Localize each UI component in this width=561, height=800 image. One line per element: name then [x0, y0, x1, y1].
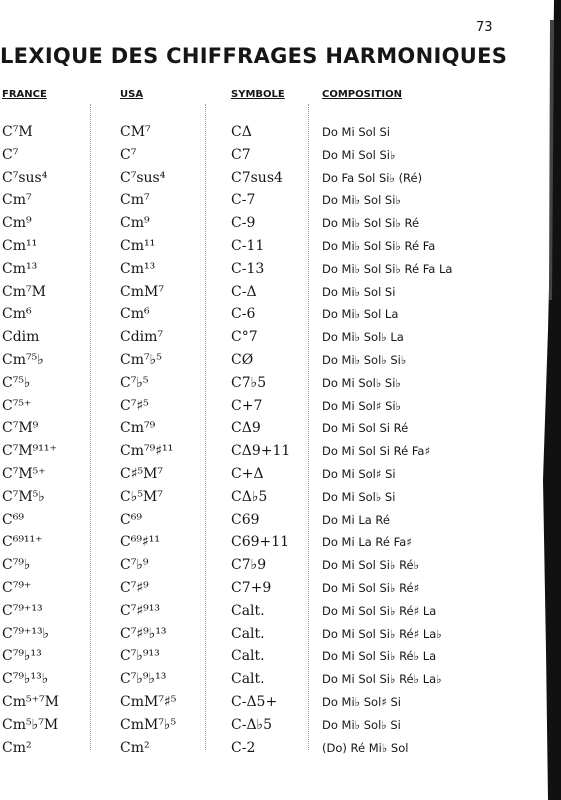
cell-usa: Cm⁶ [120, 306, 150, 323]
cell-symbole: CΔ♭5 [231, 488, 268, 505]
cell-symbole: Calt. [231, 625, 265, 642]
table-row [0, 555, 520, 578]
cell-usa: C⁶⁹ [120, 511, 142, 528]
cell-france: C⁶⁹¹¹⁺ [2, 534, 43, 551]
cell-usa: Cdim⁷ [120, 329, 164, 346]
table-row [0, 738, 520, 761]
cell-composition: Do Mi♭ Sol La [322, 307, 399, 322]
cell-france: C⁷⁹⁺ [2, 579, 32, 596]
header-symbole: SYMBOLE [231, 89, 285, 100]
cell-usa: C⁷♯⁹¹³ [120, 602, 160, 619]
cell-france: Cm⁷⁵♭ [2, 351, 44, 368]
cell-symbole: C69 [231, 511, 260, 528]
page-number: 73 [476, 20, 493, 35]
cell-usa: C⁷♯⁹♭¹³ [120, 625, 167, 642]
cell-symbole: C7sus4 [231, 169, 283, 186]
table-row [0, 190, 520, 213]
table-row [0, 168, 520, 191]
cell-symbole: C-Δ5+ [231, 693, 278, 710]
table-row [0, 624, 520, 647]
cell-france: C⁷⁹♭¹³♭ [2, 671, 49, 688]
table-row [0, 418, 520, 441]
cell-symbole: C-6 [231, 306, 256, 323]
cell-usa: C⁷♭⁹ [120, 557, 149, 574]
cell-symbole: C7 [231, 146, 251, 163]
cell-composition: Do Mi Sol♯ Si [322, 466, 396, 481]
cell-composition: Do Mi Sol Si♭ Ré♭ La [322, 649, 437, 664]
cell-composition: Do Mi♭ Sol Si♭ Ré Fa La [322, 261, 453, 276]
cell-symbole: C-Δ♭5 [231, 716, 273, 733]
cell-france: Cm⁵⁺⁷M [2, 693, 59, 710]
cell-usa: CM⁷ [120, 124, 151, 140]
cell-france: C⁷M⁹¹¹⁺ [2, 443, 57, 460]
cell-usa: Cm⁷ [120, 192, 150, 209]
cell-usa: CmM⁷♭⁵ [120, 716, 177, 733]
cell-symbole: Calt. [231, 648, 265, 665]
cell-usa: Cm⁷♭⁵ [120, 351, 162, 368]
table-row [0, 487, 520, 510]
cell-france: Cdim [2, 329, 40, 346]
table-row [0, 327, 520, 350]
cell-symbole: C7+9 [231, 579, 272, 596]
cell-symbole: C-9 [231, 215, 256, 232]
table-row [0, 259, 520, 282]
table-row [0, 646, 520, 669]
table-row [0, 715, 520, 738]
cell-france: C⁷M⁵⁺ [2, 465, 46, 482]
cell-composition: Do Fa Sol Si♭ (Ré) [322, 170, 423, 185]
cell-symbole: C-13 [231, 260, 265, 277]
table-row [0, 441, 520, 464]
cell-france: C⁷ [2, 146, 19, 163]
cell-composition: Do Mi Sol Si Ré [322, 421, 409, 436]
cell-composition: Do Mi Sol Si♭ Ré♯ La♭ [322, 626, 442, 641]
cell-composition: Do Mi La Ré [322, 512, 390, 527]
cell-france: C⁷sus⁴ [2, 169, 48, 186]
cell-usa: CmM⁷♯⁵ [120, 693, 177, 710]
cell-symbole: C°7 [231, 329, 258, 346]
cell-france: C⁷M⁹ [2, 420, 39, 437]
table-row [0, 601, 520, 624]
cell-composition: Do Mi Sol♯ Si♭ [322, 398, 401, 413]
table-row [0, 669, 520, 692]
table-row [0, 304, 520, 327]
header-composition: COMPOSITION [322, 89, 402, 100]
cell-france: Cm⁷M [2, 283, 46, 300]
cell-symbole: CΔ9+11 [231, 443, 291, 460]
cell-france: Cm⁵♭⁷M [2, 716, 59, 733]
cell-symbole: C+Δ [231, 465, 264, 482]
cell-symbole: Calt. [231, 602, 265, 619]
table-row [0, 373, 520, 396]
table-row [0, 122, 520, 145]
table-row [0, 350, 520, 373]
cell-france: C⁷⁹♭ [2, 557, 31, 574]
table-row [0, 145, 520, 168]
cell-usa: C⁷♯⁵ [120, 397, 149, 414]
cell-composition: Do Mi Sol Si♭ Ré♭ [322, 558, 420, 573]
cell-usa: Cm² [120, 739, 150, 756]
cell-symbole: C7♭9 [231, 557, 267, 574]
cell-france: C⁷⁹♭¹³ [2, 648, 42, 665]
cell-france: C⁷⁵⁺ [2, 397, 32, 414]
cell-france: C⁷M [2, 124, 33, 140]
cell-composition: Do Mi♭ Sol♯ Si [322, 694, 401, 709]
cell-composition: Do Mi♭ Sol Si♭ [322, 193, 401, 208]
cell-composition: Do Mi Sol Si♭ [322, 147, 396, 162]
cell-usa: Cm¹³ [120, 260, 156, 277]
cell-usa: Cm⁷⁹♯¹¹ [120, 443, 174, 460]
cell-usa: C⁷♯⁹ [120, 579, 149, 596]
cell-france: Cm¹¹ [2, 237, 38, 254]
cell-usa: C⁶⁹♯¹¹ [120, 534, 160, 551]
cell-symbole: C-Δ [231, 283, 257, 300]
page-binding-shadow [516, 0, 561, 800]
table-row [0, 510, 520, 533]
chord-table [0, 122, 520, 760]
header-france: FRANCE [2, 89, 47, 100]
cell-symbole: C-7 [231, 192, 256, 209]
cell-france: C⁷⁹⁺¹³♭ [2, 625, 50, 642]
cell-composition: Do Mi Sol Si [322, 125, 391, 139]
cell-composition: Do Mi♭ Sol Si♭ Ré Fa [322, 238, 436, 253]
cell-composition: Do Mi Sol Si♭ Ré♭ La♭ [322, 672, 442, 687]
table-row [0, 213, 520, 236]
cell-symbole: C69+11 [231, 534, 290, 551]
table-row [0, 692, 520, 715]
cell-composition: Do Mi Sol Si Ré Fa♯ [322, 444, 431, 459]
cell-composition: Do Mi Sol♭ Si [322, 489, 396, 504]
cell-composition: Do Mi La Ré Fa♯ [322, 535, 412, 550]
cell-usa: Cm¹¹ [120, 237, 156, 254]
cell-usa: C⁷♭⁵ [120, 374, 149, 391]
cell-france: Cm⁹ [2, 215, 32, 232]
cell-composition: Do Mi♭ Sol Si [322, 284, 396, 299]
cell-symbole: C-11 [231, 237, 265, 254]
cell-france: Cm² [2, 739, 32, 756]
cell-usa: CmM⁷ [120, 283, 164, 300]
cell-composition: Do Mi♭ Sol Si♭ Ré [322, 216, 420, 231]
cell-france: Cm⁷ [2, 192, 32, 209]
table-row [0, 396, 520, 419]
cell-composition: Do Mi♭ Sol♭ Si [322, 717, 401, 732]
cell-usa: C⁷ [120, 146, 137, 163]
cell-symbole: Calt. [231, 671, 265, 688]
cell-france: C⁷M⁵♭ [2, 488, 45, 505]
table-row [0, 578, 520, 601]
cell-usa: C⁷♭⁹¹³ [120, 648, 160, 665]
cell-symbole: C+7 [231, 397, 263, 414]
cell-composition: Do Mi Sol Si♭ Ré♯ La [322, 603, 437, 618]
cell-usa: Cm⁹ [120, 215, 150, 232]
table-row [0, 532, 520, 555]
cell-usa: C♭⁵M⁷ [120, 488, 163, 505]
table-row [0, 282, 520, 305]
cell-symbole: CΔ9 [231, 420, 261, 437]
cell-usa: C♯⁵M⁷ [120, 465, 164, 482]
cell-france: Cm⁶ [2, 306, 32, 323]
cell-composition: Do Mi Sol Si♭ Ré♯ [322, 580, 420, 595]
table-header [0, 89, 520, 105]
cell-usa: Cm⁷⁹ [120, 420, 156, 437]
cell-symbole: C-2 [231, 739, 256, 756]
cell-usa: C⁷sus⁴ [120, 169, 166, 186]
table-row [0, 236, 520, 259]
cell-france: C⁷⁵♭ [2, 374, 31, 391]
cell-composition: Do Mi Sol♭ Si♭ [322, 375, 401, 390]
cell-france: C⁷⁹⁺¹³ [2, 602, 43, 619]
cell-symbole: C7♭5 [231, 374, 267, 391]
cell-composition: (Do) Ré Mi♭ Sol [322, 740, 409, 755]
cell-composition: Do Mi♭ Sol♭ Si♭ [322, 352, 407, 367]
cell-symbole: CΔ [231, 124, 252, 140]
cell-france: Cm¹³ [2, 260, 38, 277]
page-title: LEXIQUE DES CHIFFRAGES HARMONIQUES [0, 44, 508, 68]
cell-symbole: CØ [231, 351, 254, 368]
header-usa: USA [120, 89, 144, 100]
cell-france: C⁶⁹ [2, 511, 24, 528]
table-row [0, 464, 520, 487]
cell-composition: Do Mi♭ Sol♭ La [322, 330, 404, 345]
cell-usa: C⁷♭⁹♭¹³ [120, 671, 167, 688]
